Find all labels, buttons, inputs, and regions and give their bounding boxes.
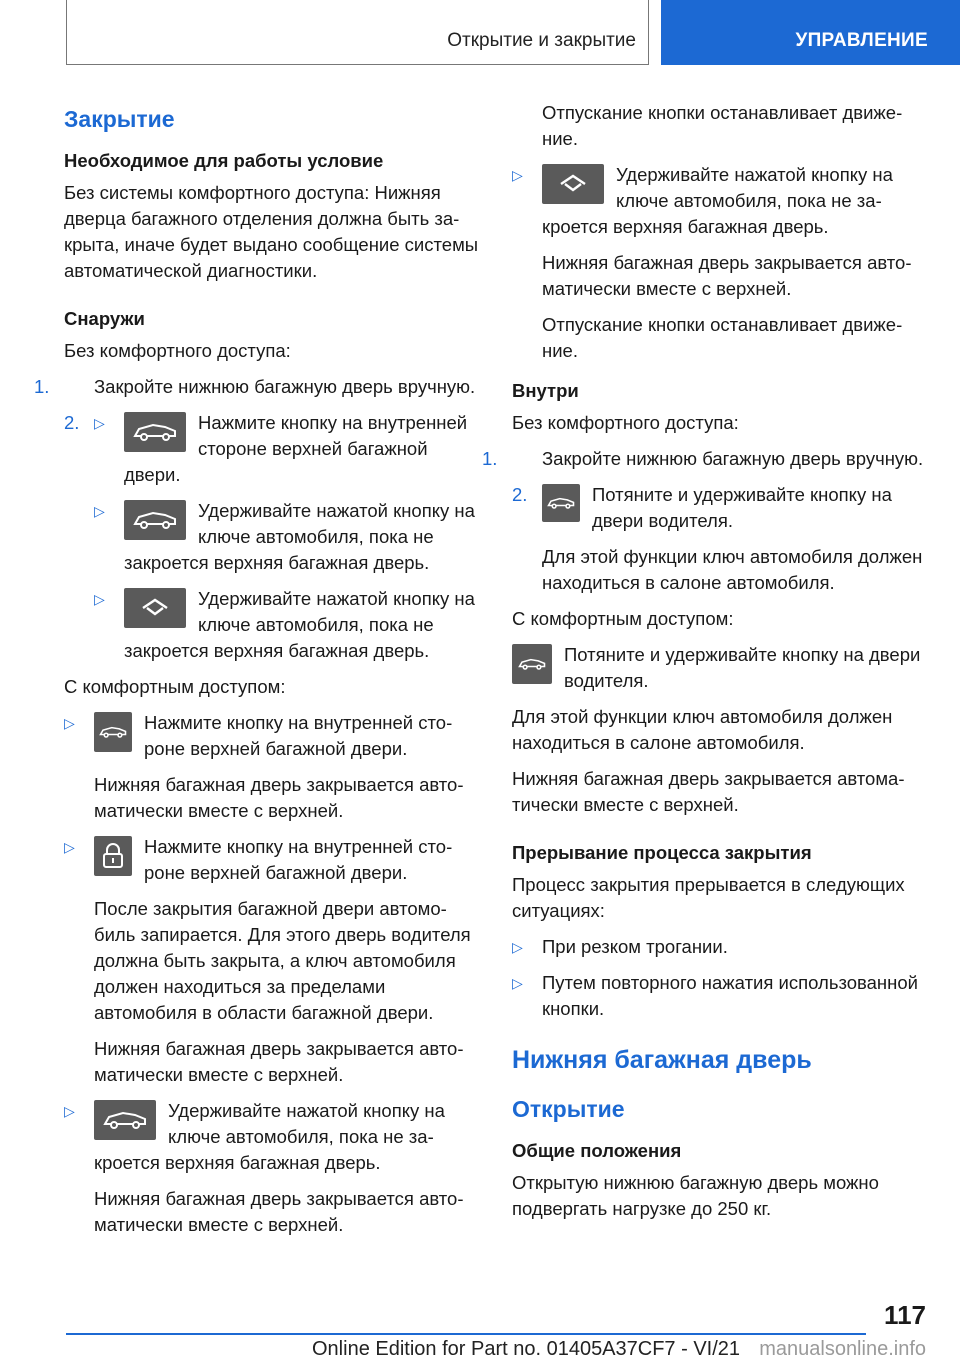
bullet-triangle-icon: ▷ <box>64 839 75 855</box>
bullet-text: При резком трогании. <box>542 936 728 957</box>
heading-inside: Внутри <box>512 380 579 401</box>
bullet-triangle-icon: ▷ <box>64 1103 75 1119</box>
para-auto: Нижняя багажная дверь закрывается автоматически вместе с верхней. <box>512 768 905 815</box>
para-nocomfort: Без комфортного доступа: <box>64 340 291 361</box>
bullet-note: Нижняя багажная дверь закрывается автоматически вместе с верхней. <box>94 774 464 821</box>
bullet-triangle-icon: ▷ <box>512 939 523 955</box>
bullet-triangle-icon: ▷ <box>512 975 523 991</box>
para-nocomfort-inside: Без комфортного доступа: <box>512 412 739 433</box>
list-item <box>512 934 930 960</box>
car-tailgate-icon <box>512 644 552 684</box>
left-column <box>34 96 482 1248</box>
bullet-text: Удерживайте нажатой кнопку на ключе автомобиля, пока не закроется верхняя багажная дверь. <box>124 588 475 661</box>
watermark: manualsonline.info <box>759 1338 926 1360</box>
header-section: УПРАВЛЕНИЕ <box>795 30 928 51</box>
key-diamond-icon <box>542 164 604 204</box>
list-item <box>512 970 930 1022</box>
bullet-text: Удерживайте нажатой кнопку на ключе автомобиля, пока не закроется верхняя багажная дверь. <box>124 500 475 573</box>
bullet-note: Нижняя багажная дверь закрывается автоматически вместе с верхней. <box>94 1188 464 1235</box>
para-prereq: Без системы комфортного доступа: Нижняя дверца багажного отделения должна быть закрыта, иначе будет выдано сообщение системы автоматической диагностики. <box>64 182 479 281</box>
para-general: Открытую нижнюю багажную дверь можно подвергать нагрузке до 250 кг. <box>512 1172 879 1219</box>
heading-lower-tailgate: Нижняя багажная дверь <box>512 1046 812 1074</box>
step-1 <box>34 374 482 400</box>
step-2-note: Для этой функции ключ автомобиля должен находиться в салоне автомобиля. <box>542 546 923 593</box>
bullet-note: Нижняя багажная дверь закрывается автоматически вместе с верхней. <box>542 252 912 299</box>
heading-interrupt: Прерывание процесса закрытия <box>512 842 812 863</box>
bullet-text: Удерживайте нажатой кнопку на ключе автомобиля, пока не закроется верхняя багажная дверь. <box>94 1100 445 1173</box>
step-1-text: Закройте нижнюю багажную дверь вручную. <box>94 376 476 397</box>
car-tailgate-icon <box>124 500 186 540</box>
bullet-triangle-icon: ▷ <box>94 591 105 607</box>
header-section-box <box>661 0 960 65</box>
list-item <box>64 834 482 886</box>
header-title: Открытие и закрытие <box>447 30 636 51</box>
list-item <box>64 710 482 762</box>
step-2-number: 2. <box>512 484 528 505</box>
list-item <box>64 1098 482 1176</box>
bullet-note: Нижняя багажная дверь закрывается автоматически вместе с верхней. <box>94 1038 464 1085</box>
step-1 <box>482 446 930 472</box>
page-number: 117 <box>884 1300 926 1330</box>
heading-prereq: Необходимое для работы условие <box>64 150 384 171</box>
bullet-text: Путем повторного нажатия использованной кнопки. <box>542 972 918 1019</box>
padlock-icon <box>94 836 132 876</box>
para-comfort: С комфортным доступом: <box>64 676 286 697</box>
footer-edition: Online Edition for Part no. 01405A37CF7 - VI/21 <box>312 1338 741 1360</box>
heading-close: Закрытие <box>64 106 175 132</box>
bullet-note: После закрытия багажной двери автомобиль запирается. Для этого дверь водителя должна быть закрыта, а ключ автомобиля должен находиться за пределами автомобиля в области багажной двери. <box>94 898 471 1023</box>
heading-general: Общие положения <box>512 1140 682 1161</box>
comfort-button-text: Потяните и удерживайте кнопку на двери водителя. <box>564 644 921 691</box>
list-item <box>94 410 482 488</box>
car-tailgate-icon <box>94 1100 156 1140</box>
key-diamond-icon <box>124 588 186 628</box>
car-tailgate-icon <box>542 484 580 522</box>
bullet-triangle-icon: ▷ <box>64 715 75 731</box>
header-title-box <box>66 0 649 65</box>
heading-outside: Снаружи <box>64 308 145 329</box>
bullet-text: Нажмите кнопку на внутренней стороне верхней багажной двери. <box>144 712 453 759</box>
step-1-number: 1. <box>482 448 498 469</box>
heading-open: Открытие <box>512 1096 625 1122</box>
step-2-number: 2. <box>64 412 80 433</box>
list-item <box>94 498 482 576</box>
step-1-text: Закройте нижнюю багажную дверь вручную. <box>542 448 924 469</box>
comfort-button-item <box>512 642 930 694</box>
bullet-text: Нажмите кнопку на внутренней стороне верхней багажной двери. <box>144 836 453 883</box>
right-column <box>482 100 930 1232</box>
step-2 <box>512 482 930 534</box>
bullet-text: Нажмите кнопку на внутренней стороне верхней багажной двери. <box>124 412 468 485</box>
bullet-text: Удерживайте нажатой кнопку на ключе автомобиля, пока не закроется верхняя багажная дверь. <box>542 164 893 237</box>
list-item <box>512 162 930 240</box>
car-tailgate-icon <box>124 412 186 452</box>
car-tailgate-icon <box>94 712 132 752</box>
bullet-note: Отпускание кнопки останавливает движение. <box>542 314 903 361</box>
footer-divider <box>66 1333 866 1335</box>
bullet-triangle-icon: ▷ <box>512 167 523 183</box>
bullet-triangle-icon: ▷ <box>94 415 105 431</box>
step-2-bullets <box>64 410 482 664</box>
para-interrupt: Процесс закрытия прерывается в следующих ситуациях: <box>512 874 905 921</box>
para-func: Для этой функции ключ автомобиля должен находиться в салоне автомобиля. <box>512 706 893 753</box>
step-1-number: 1. <box>34 376 50 397</box>
para-comfort-inside: С комфортным доступом: <box>512 608 734 629</box>
bullet-triangle-icon: ▷ <box>94 503 105 519</box>
list-item <box>94 586 482 664</box>
step-2-text: Потяните и удерживайте кнопку на двери водителя. <box>592 484 892 531</box>
para-release: Отпускание кнопки останавливает движение. <box>542 102 903 149</box>
